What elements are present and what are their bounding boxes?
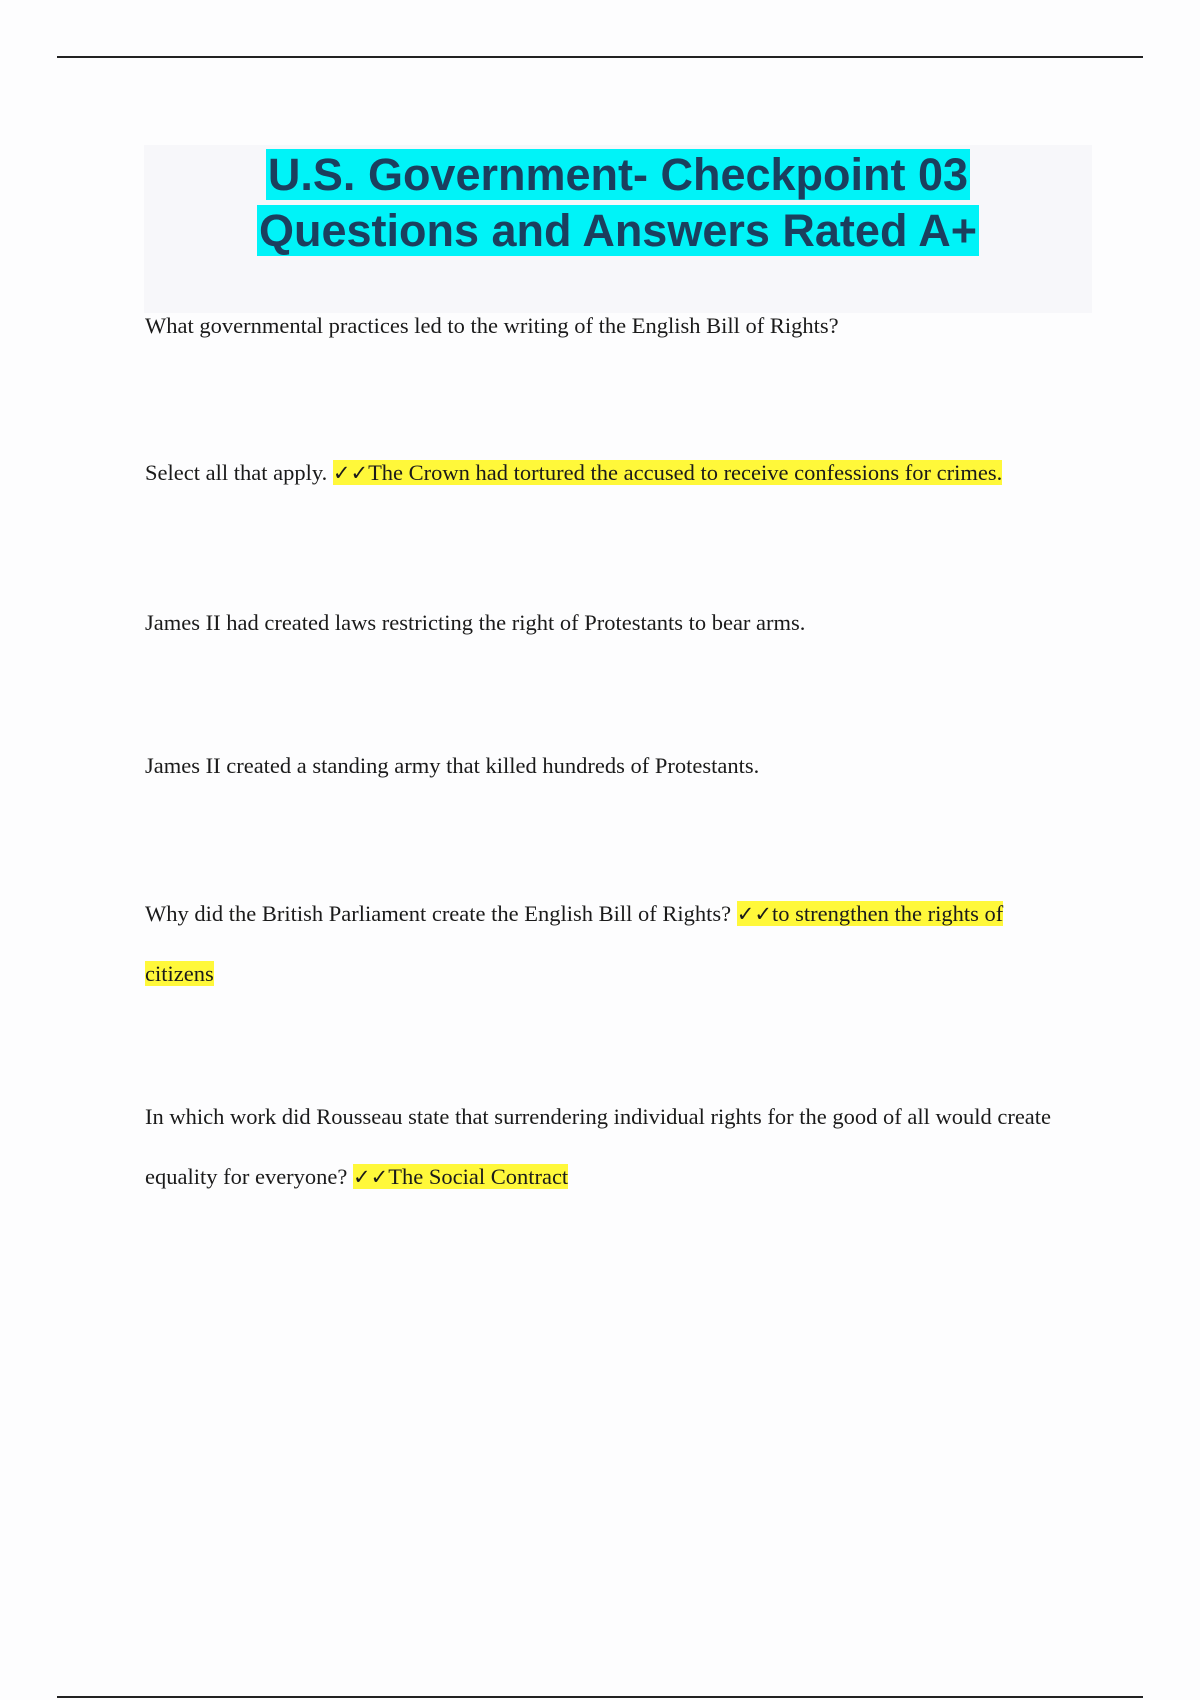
answer-text: The Crown had tortured the accused to receive confessions for crimes. bbox=[368, 460, 1003, 485]
option-text: James II had created laws restricting the right of Protestants to bear arms. bbox=[145, 610, 806, 635]
title-line-1: U.S. Government- Checkpoint 03 bbox=[267, 149, 969, 200]
question-text: Select all that apply. bbox=[145, 460, 333, 485]
question-2 bbox=[145, 884, 1075, 1004]
double-check-icon: ✓✓ bbox=[332, 461, 369, 485]
question-1-answer bbox=[145, 443, 1075, 503]
question-text: In which work did Rousseau state that surrendering individual rights for the good of all would create equality for everyone? bbox=[145, 1104, 1052, 1189]
option-line bbox=[145, 593, 1075, 653]
question-text: Why did the British Parliament create the English Bill of Rights? bbox=[145, 901, 737, 926]
header-rule bbox=[57, 56, 1143, 58]
title-line-2: Questions and Answers Rated A+ bbox=[258, 205, 978, 256]
option-text: James II created a standing army that killed hundreds of Protestants. bbox=[145, 753, 760, 778]
question-text: What governmental practices led to the writing of the English Bill of Rights? bbox=[145, 313, 839, 338]
double-check-icon: ✓✓ bbox=[736, 902, 772, 926]
question-3 bbox=[145, 1087, 1075, 1207]
question-1 bbox=[145, 296, 1075, 356]
answer-text: to strengthen the rights of citizens bbox=[145, 901, 1004, 986]
title-block bbox=[144, 145, 1092, 313]
double-check-icon: ✓✓ bbox=[353, 1165, 389, 1189]
option-line bbox=[145, 736, 1075, 796]
answer-highlight bbox=[353, 1164, 568, 1189]
answer-highlight bbox=[333, 460, 1002, 485]
document-title bbox=[257, 149, 979, 256]
footer-rule bbox=[57, 1696, 1143, 1698]
answer-text: The Social Contract bbox=[388, 1164, 569, 1189]
